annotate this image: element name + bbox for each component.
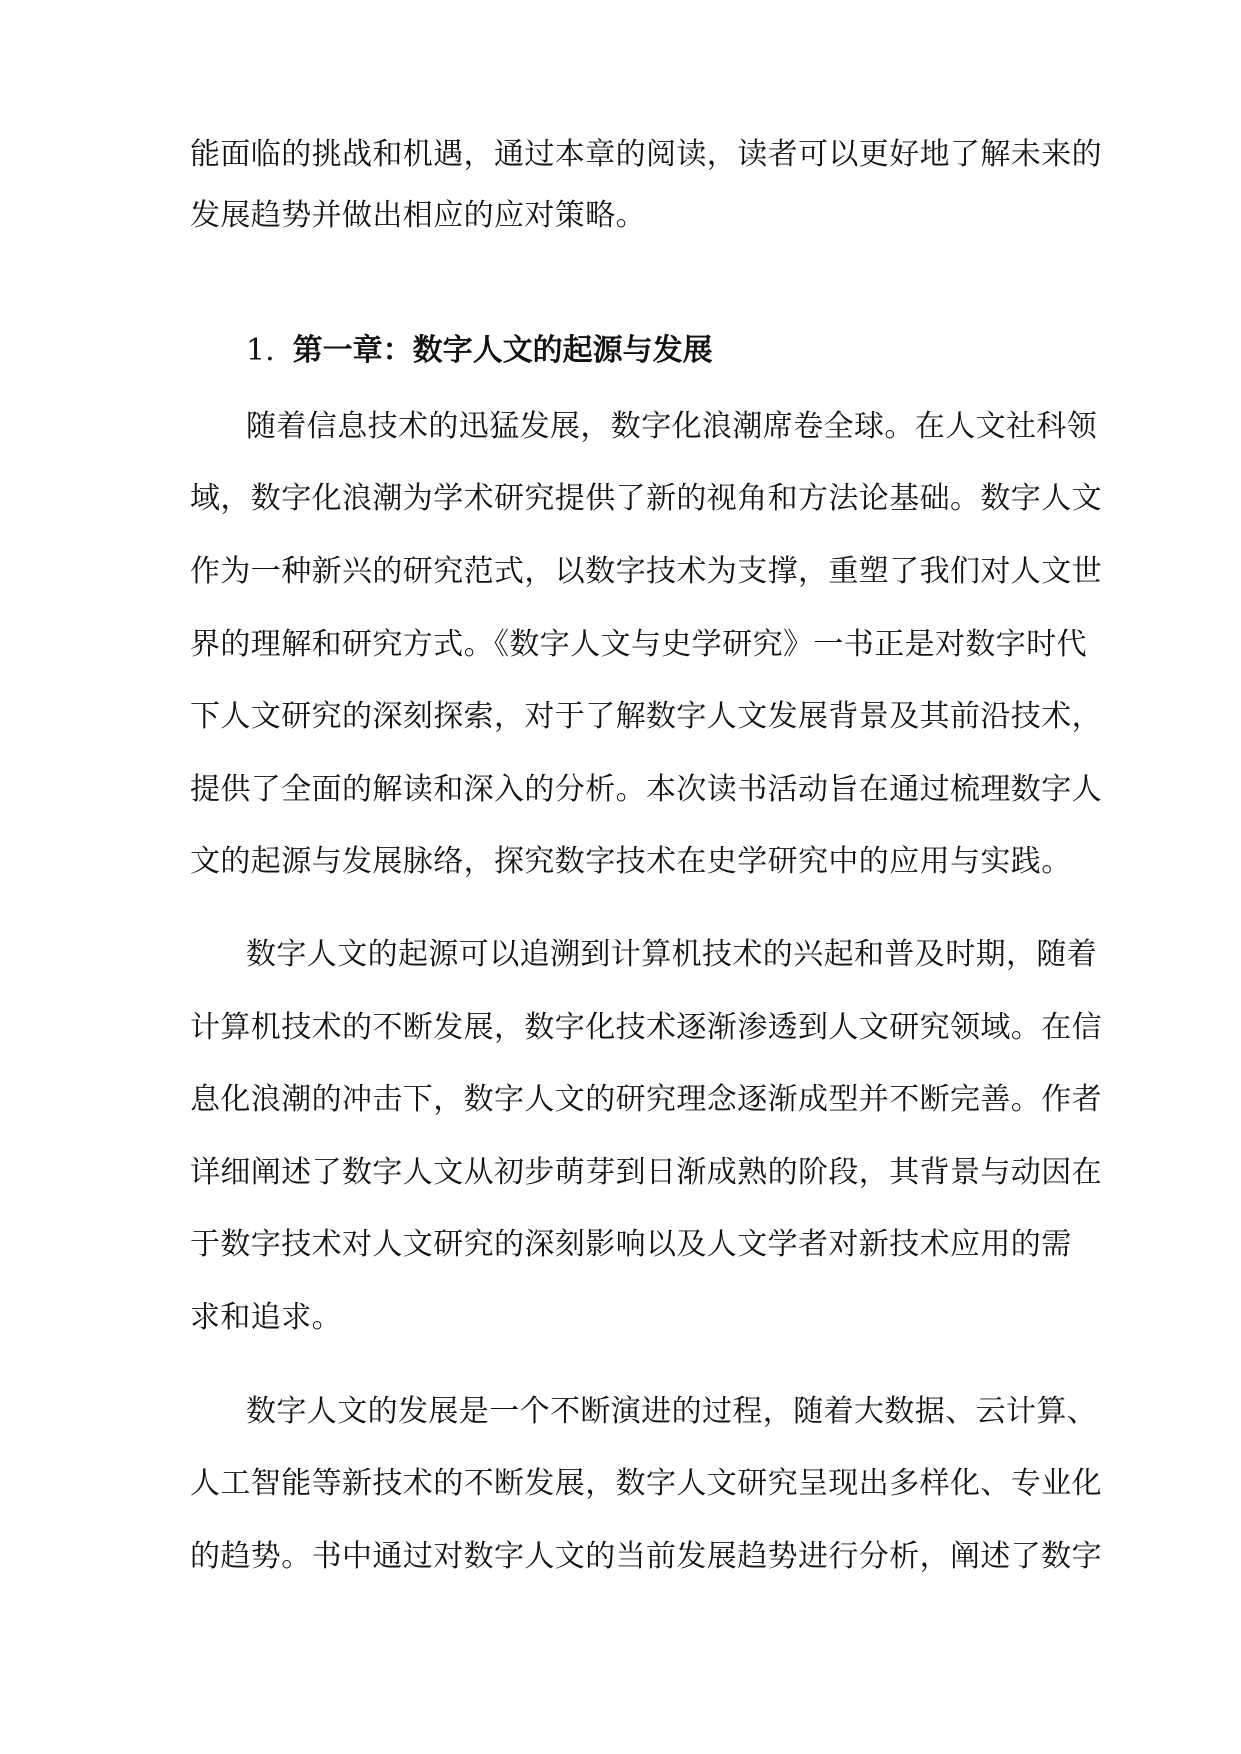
paragraph-line: 提供了全面的解读和深入的分析。本次读书活动旨在通过梳理数字人 xyxy=(190,772,1102,807)
paragraph-line: 求和追求。 xyxy=(190,1300,342,1335)
paragraph-line: 作为一种新兴的研究范式，以数字技术为支撑，重塑了我们对人文世 xyxy=(190,554,1102,589)
section-heading xyxy=(246,331,713,371)
paragraph-line: 界的理解和研究方式。《数字人文与史学研究》一书正是对数字时代 xyxy=(190,627,1087,662)
paragraph-line: 随着信息技术的迅猛发展，数字化浪潮席卷全球。在人文社科领 xyxy=(246,409,1098,444)
paragraph-line: 详细阐述了数字人文从初步萌芽到日渐成熟的阶段，其背景与动因在 xyxy=(190,1155,1102,1190)
paragraph-line: 计算机技术的不断发展，数字化技术逐渐渗透到人文研究领域。在信 xyxy=(190,1010,1102,1045)
paragraph-line: 于数字技术对人文研究的深刻影响以及人文学者对新技术应用的需 xyxy=(190,1227,1072,1262)
paragraph-line: 下人文研究的深刻探索，对于了解数字人文发展背景及其前沿技术， xyxy=(190,699,1102,734)
paragraph-line: 文的起源与发展脉络，探究数字技术在史学研究中的应用与实践。 xyxy=(190,844,1072,879)
section-number: 1. xyxy=(246,333,275,368)
paragraph-line: 数字人文的起源可以追溯到计算机技术的兴起和普及时期，随着 xyxy=(246,937,1098,972)
paragraph-line: 数字人文的发展是一个不断演进的过程，随着大数据、云计算、 xyxy=(246,1394,1098,1429)
paragraph-line: 域，数字化浪潮为学术研究提供了新的视角和方法论基础。数字人文 xyxy=(190,481,1102,516)
text-line: 能面临的挑战和机遇，通过本章的阅读，读者可以更好地了解未来的 xyxy=(190,137,1102,172)
paragraph-line: 人工智能等新技术的不断发展，数字人文研究呈现出多样化、专业化 xyxy=(190,1466,1102,1501)
paragraph-line: 的趋势。书中通过对数字人文的当前发展趋势进行分析，阐述了数字 xyxy=(190,1539,1102,1574)
section-title: 第一章：数字人文的起源与发展 xyxy=(292,333,713,368)
paragraph-line: 息化浪潮的冲击下，数字人文的研究理念逐渐成型并不断完善。作者 xyxy=(190,1082,1102,1117)
text-line: 发展趋势并做出相应的应对策略。 xyxy=(190,198,646,233)
